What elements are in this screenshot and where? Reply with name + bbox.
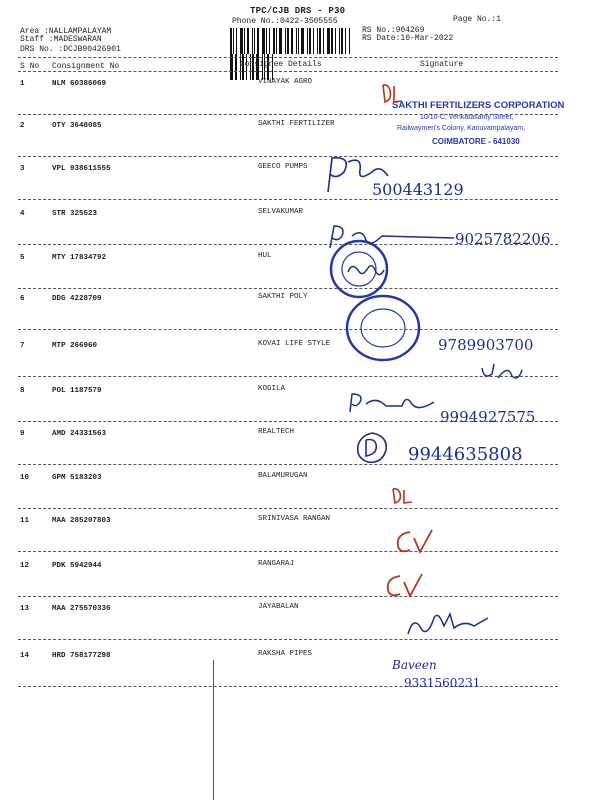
row-consignment-no: PDK 5942944 — [52, 562, 102, 570]
row-consignment-no: OTY 3648085 — [52, 122, 102, 130]
header-rule-bottom — [18, 71, 558, 72]
row-sno: 13 — [20, 605, 30, 613]
row-sno: 10 — [20, 474, 30, 482]
row-consignment-no: MAA 275570336 — [52, 605, 111, 613]
col-consignment: Consignment No — [52, 62, 120, 71]
row-consignee: KOVAI LIFE STYLE — [258, 340, 331, 348]
row-divider — [18, 199, 558, 200]
stamp-line-2: Railwaymen's Colony, Kanuvampalayam, — [397, 125, 526, 132]
row-divider — [18, 329, 558, 330]
row-consignment-no: STR 325523 — [52, 210, 98, 218]
row-consignee: RAKSHA PIPES — [258, 650, 313, 658]
row-consignment-no: GPM 5183203 — [52, 474, 102, 482]
col-sno: S No — [20, 62, 40, 71]
row-sno: 3 — [20, 165, 25, 173]
round-seal-2 — [344, 292, 422, 364]
phone-number: Phone No.:0422-3505555 — [232, 17, 338, 26]
row-divider — [18, 288, 558, 289]
row-consignment-no: MTP 266960 — [52, 342, 98, 350]
row-consignee: VINAYAK AGRO — [258, 78, 313, 86]
page-number: Page No.:1 — [453, 15, 502, 24]
row-sno: 5 — [20, 254, 25, 262]
row-sno: 1 — [20, 80, 25, 88]
row-consignment-no: AMD 24331563 — [52, 430, 107, 438]
row-sno: 8 — [20, 387, 25, 395]
row-sno: 14 — [20, 652, 30, 660]
row-sno: 4 — [20, 210, 25, 218]
row-consignment-no: NLM 60386069 — [52, 80, 107, 88]
scan-line — [213, 660, 214, 800]
row-consignee: KOGILA — [258, 385, 286, 393]
row-consignee: REALTECH — [258, 428, 295, 436]
handwritten-cv-12 — [382, 570, 426, 600]
signature-row-4 — [326, 222, 456, 252]
row-consignee: SRINIVASA RANGAN — [258, 515, 331, 523]
handwritten-phone-9: 9944635808 — [408, 444, 523, 465]
signature-row-13 — [404, 604, 490, 640]
handwritten-phone-3: 500443129 — [372, 180, 464, 199]
col-signature: Signature — [420, 60, 464, 69]
handwritten-phone-4: 9025782206 — [455, 230, 551, 248]
rs-date: RS Date:10-Mar-2022 — [362, 34, 454, 43]
row-consignee: JAYABALAN — [258, 603, 299, 611]
sheet-title: TPC/CJB DRS - P30 — [250, 6, 346, 16]
row-consignment-no: HRD 758177298 — [52, 652, 111, 660]
signature-row-5 — [342, 258, 386, 284]
row-consignment-no: MTY 17834792 — [52, 254, 107, 262]
row-divider — [18, 551, 558, 552]
row-consignment-no: DDG 4228709 — [52, 295, 102, 303]
signature-row-7 — [478, 360, 524, 384]
stamp-line-3: COIMBATORE - 641030 — [432, 137, 520, 146]
row-sno: 12 — [20, 562, 30, 570]
col-consignee: Consignee Details — [240, 60, 322, 69]
handwritten-name-14: Baveen — [392, 658, 437, 672]
row-consignee: GEECO PUMPS — [258, 163, 308, 171]
row-consignee: SAKTHI FERTILIZER — [258, 120, 335, 128]
barcode — [230, 28, 355, 54]
row-divider — [18, 596, 558, 597]
handwritten-phone-8: 9994927575 — [440, 408, 536, 426]
row-sno: 9 — [20, 430, 25, 438]
header-rule-top — [18, 57, 558, 58]
rs-number: RS No.:904269 — [362, 26, 425, 35]
row-consignee: RANGARAJ — [258, 560, 295, 568]
row-consignee: BALAMURUGAN — [258, 472, 308, 480]
row-consignee: HUL — [258, 252, 272, 260]
handwritten-phone-14: 9331560231 — [404, 676, 481, 690]
area: Area :NALLAMPALAYAM — [20, 27, 112, 36]
stamp-line-1: 10/10-C, Venkatasamy Street, — [420, 114, 514, 121]
row-consignment-no: MAA 285207803 — [52, 517, 111, 525]
row-divider — [18, 376, 558, 377]
row-sno: 6 — [20, 295, 25, 303]
handwritten-dl-2 — [390, 486, 416, 506]
handwritten-phone-7: 9789903700 — [438, 336, 534, 354]
row-consignee: SAKTHI POLY — [258, 293, 308, 301]
row-consignee: SELVAKUMAR — [258, 208, 304, 216]
handwritten-dl-1 — [380, 82, 404, 106]
signature-row-8 — [346, 390, 436, 416]
row-sno: 7 — [20, 342, 25, 350]
row-divider — [18, 156, 558, 157]
stamp-company: SAKTHI FERTILIZERS CORPORATION — [392, 100, 565, 111]
row-consignment-no: POL 1187579 — [52, 387, 102, 395]
row-divider — [18, 508, 558, 509]
drs-number: DRS No. :DCJB90426901 — [20, 45, 121, 54]
handwritten-cv-11 — [392, 526, 436, 556]
row-sno: 11 — [20, 517, 30, 525]
row-consignment-no: VPL 938611555 — [52, 165, 111, 173]
staff: Staff :MADESWARAN — [20, 35, 102, 44]
row-sno: 2 — [20, 122, 25, 130]
signature-row-9 — [354, 430, 390, 466]
